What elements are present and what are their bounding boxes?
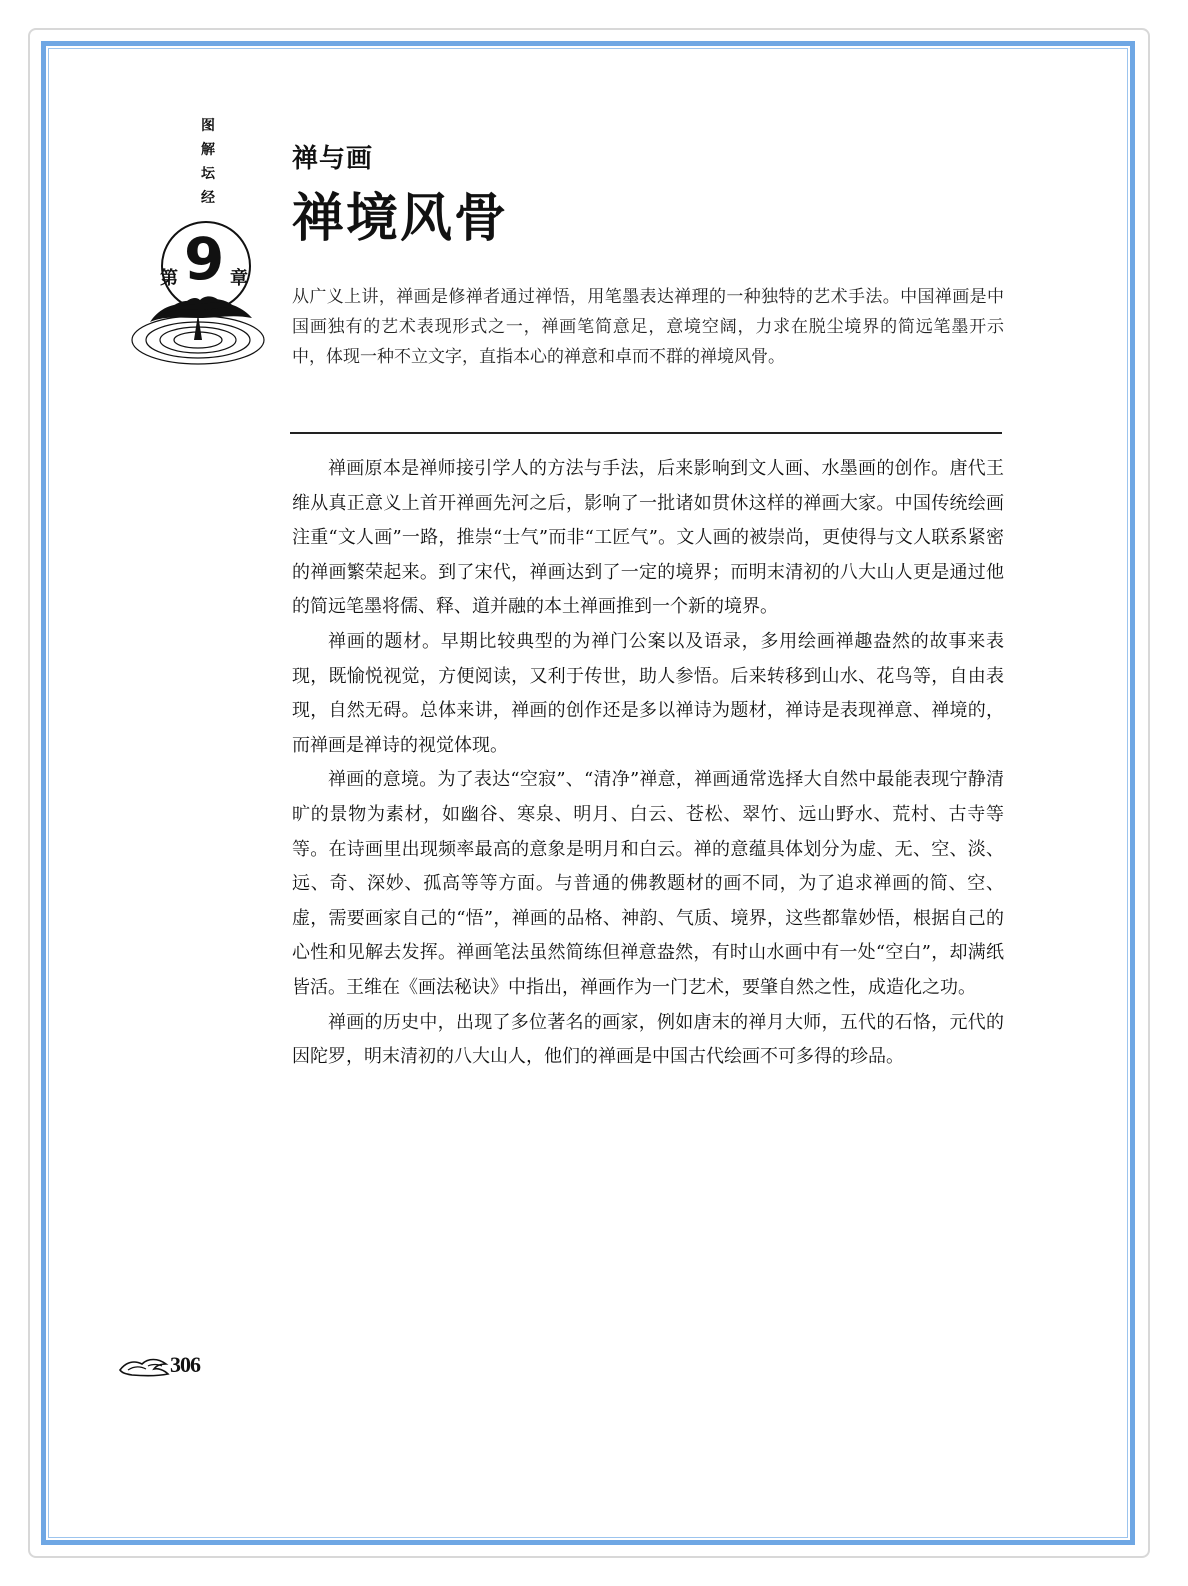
chapter-number: 9 [184,225,225,293]
section-title: 禅境风骨 [292,189,509,249]
book-title-char: 经 [201,190,215,206]
book-title-char: 解 [201,142,215,158]
book-title-char: 图 [201,118,215,134]
page-number: 306 [170,1352,200,1377]
book-title [198,114,218,210]
body-text [292,452,1004,1075]
section-subtitle: 禅与画 [292,144,374,174]
body-paragraph: 禅画的题材。早期比较典型的为禅门公案以及语录，多用绘画禅趣盎然的故事来表现，既愉悦视觉，方便阅读，又利于传世，助人参悟。后来转移到山水、花鸟等，自由表现，自然无碍。总体来讲，禅画的创作还是多以禅诗为题材，禅诗是表现禅意、禅境的，而禅画是禅诗的视觉体现。 [292,630,1004,756]
book-title-char: 坛 [201,166,215,182]
body-paragraph: 禅画的历史中，出现了多位著名的画家，例如唐末的禅月大师，五代的石恪，元代的因陀罗，明末清初的八大山人，他们的禅画是中国古代绘画不可多得的珍品。 [292,1011,1004,1068]
divider-line [290,432,1002,434]
chapter-prefix: 第 [160,268,178,289]
body-paragraph: 禅画的意境。为了表达“空寂”、“清净”禅意，禅画通常选择大自然中最能表现宁静清旷的景物为素材，如幽谷、寒泉、明月、白云、苍松、翠竹、远山野水、荒村、古寺等等。在诗画里出现频率最高的意象是明月和白云。禅的意蕴具体划分为虚、无、空、淡、远、奇、深妙、孤高等等方面。与普通的佛教题材的画不同，为了追求禅画的简、空、虚，需要画家自己的“悟”，禅画的品格、神韵、气质、境界，这些都靠妙悟，根据自己的心性和见解去发挥。禅画笔法虽然简练但禅意盎然，有时山水画中有一处“空白”，却满纸皆活。王维在《画法秘诀》中指出，禅画作为一门艺术，要肇自然之性，成造化之功。 [292,769,1004,998]
body-paragraph: 禅画原本是禅师接引学人的方法与手法，后来影响到文人画、水墨画的创作。唐代王维从真正意义上首开禅画先河之后，影响了一批诸如贯休这样的禅画大家。中国传统绘画注重“文人画”一路，推崇“士气”而非“工匠气”。文人画的被崇尚，更使得与文人联系紧密的禅画繁荣起来。到了宋代，禅画达到了一定的境界；而明末清初的八大山人更是通过他的简远笔墨将儒、释、道并融的本土禅画推到一个新的境界。 [292,458,1004,618]
intro-paragraph: 从广义上讲，禅画是修禅者通过禅悟，用笔墨表达禅理的一种独特的艺术手法。中国禅画是中国画独有的艺术表现形式之一，禅画笔简意足，意境空阔，力求在脱尘境界的简远笔墨开示中，体现一种不立文字，直指本心的禅意和卓而不群的禅境风骨。 [292,287,1004,367]
chapter-suffix: 章 [230,268,248,289]
cloud-ornament-icon [118,1356,170,1380]
